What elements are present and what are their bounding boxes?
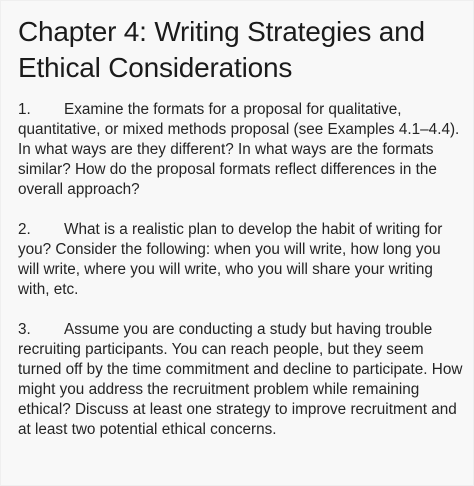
question-3-number: 3. <box>18 321 31 338</box>
question-3-text: Assume you are conducting a study but having trouble recruiting participants. You can reach people, but they seem turned off by the time commitment and decline to participate. How might you address the recruitment problem while remaining ethical? Discuss at least one strategy to improve recruitment and at least two potential ethical concerns. <box>18 321 463 438</box>
question-1-number: 1. <box>18 101 31 118</box>
chapter-title: Chapter 4: Writing Strategies and Ethical Considerations <box>18 16 425 83</box>
question-3 <box>18 320 463 440</box>
question-2-number: 2. <box>18 221 31 238</box>
question-1-text: Examine the formats for a proposal for qualitative, quantitative, or mixed methods proposal (see Examples 4.1–4.4). In what ways are they different? In what ways are the formats similar? How do the proposal formats reflect differences in the overall approach? <box>18 101 460 198</box>
document-content <box>18 14 463 440</box>
question-2-text: What is a realistic plan to develop the habit of writing for you? Consider the following: when you will write, how long you will write, where you will write, who you will share your writing with, etc. <box>18 221 443 298</box>
question-2 <box>18 220 463 300</box>
question-1 <box>18 100 463 200</box>
